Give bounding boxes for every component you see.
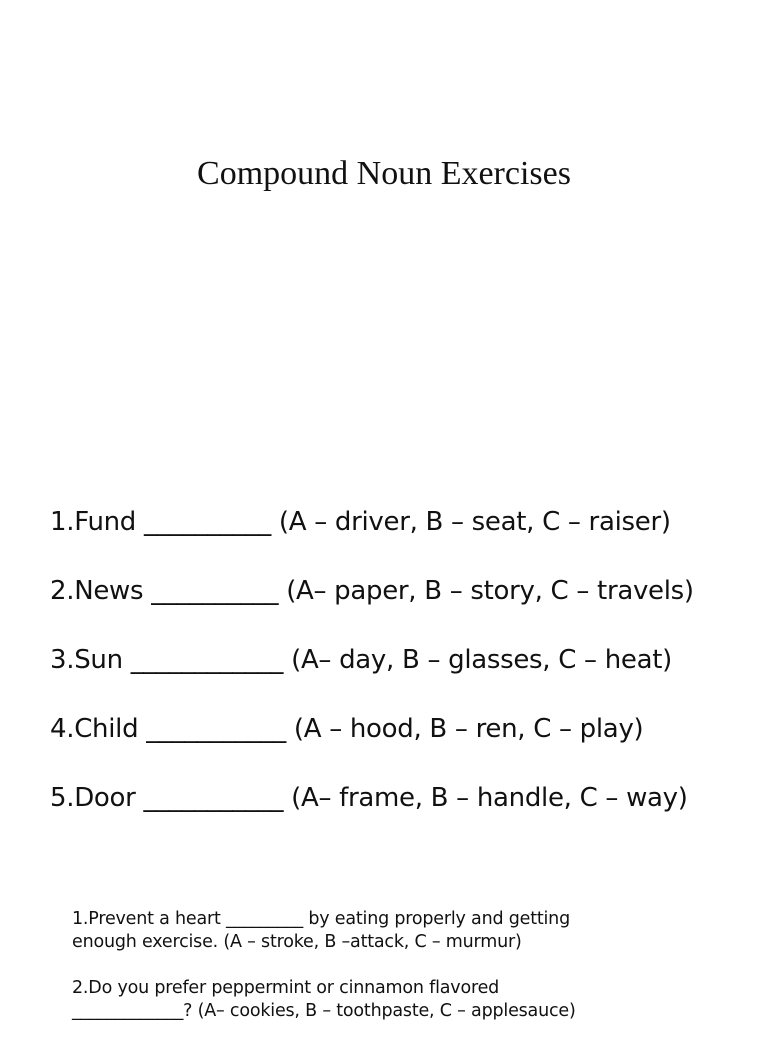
exercise-item-2: 2.News __________ (A– paper, B – story, C – travels) xyxy=(50,576,694,606)
exercise-list xyxy=(50,503,694,848)
sentence-exercise-1-line-1: 1.Prevent a heart _________ by eating properly and getting xyxy=(72,909,570,929)
exercise-item-1: 1.Fund __________ (A – driver, B – seat, C – raiser) xyxy=(50,507,671,537)
exercise-item-5: 5.Door ___________ (A– frame, B – handle, C – way) xyxy=(50,783,688,813)
sentence-exercise-1-line-2: enough exercise. (A – stroke, B –attack, C – murmur) xyxy=(72,932,522,952)
sentence-exercise-2-line-2: _____________? (A– cookies, B – toothpaste, C – applesauce) xyxy=(72,1001,576,1021)
page-title: Compound Noun Exercises xyxy=(197,155,571,192)
sentence-exercise-list xyxy=(72,908,632,1046)
sentence-exercise-2 xyxy=(72,977,632,1023)
sentence-exercise-2-line-1: 2.Do you prefer peppermint or cinnamon flavored xyxy=(72,978,500,998)
sentence-exercise-1 xyxy=(72,908,632,954)
exercise-item-3: 3.Sun ____________ (A– day, B – glasses, C – heat) xyxy=(50,645,672,675)
exercise-item-4: 4.Child ___________ (A – hood, B – ren, C – play) xyxy=(50,714,644,744)
